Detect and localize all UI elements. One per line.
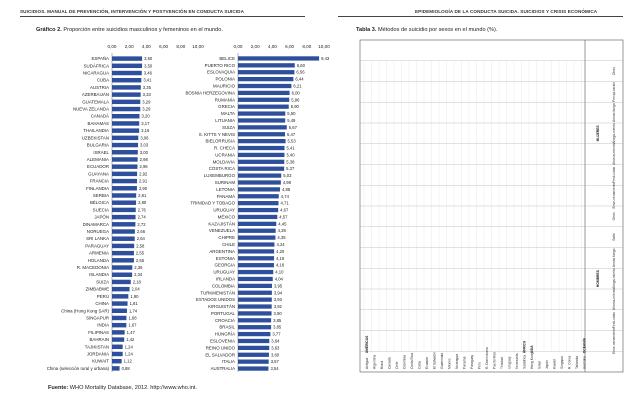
row-label: R. Corea xyxy=(567,355,572,369)
category-label: AUSTRALIA xyxy=(210,366,235,372)
row-label: Brasil xyxy=(379,360,384,369)
bar-value-label: 3,60 xyxy=(270,352,280,358)
bar-value-label: 2,34 xyxy=(134,272,143,278)
category-label: MALTA xyxy=(221,111,235,117)
row-label: Canadá xyxy=(387,357,392,369)
bar-value-label: 6,60 xyxy=(296,62,305,68)
column-header: Enve-nenamiento xyxy=(612,327,616,354)
category-label: BOSNIA HERZEGOVINA xyxy=(185,90,235,96)
x-tick-label: 0,00 xyxy=(233,44,243,49)
bar-value-label: 2,90 xyxy=(138,185,148,191)
bar-value-label: 3,54 xyxy=(270,366,279,372)
bar-value-label: 4,74 xyxy=(280,193,289,199)
bar-value-label: 5,03 xyxy=(283,173,292,179)
category-label: CUBA xyxy=(96,77,109,83)
bar-value-label: 4,67 xyxy=(280,207,289,213)
bar-value-label: 3,90 xyxy=(273,310,282,316)
category-label: CROACIA xyxy=(214,317,235,323)
column-header: Precipi-tación xyxy=(612,81,616,102)
bar-value-label: 9,43 xyxy=(321,55,330,61)
row-label: Colombia xyxy=(402,355,407,369)
bar-value-label: 2,64 xyxy=(136,236,145,242)
bar-value-label: 2,55 xyxy=(135,257,145,263)
category-label: BAHRAIN xyxy=(89,337,109,343)
bar-value-label: 5,40 xyxy=(286,152,295,158)
category-label: FRANCIA xyxy=(89,178,109,184)
region-label: ÁFRICA xyxy=(522,340,527,354)
category-label: BRASIL xyxy=(219,324,235,330)
category-label: AUSTRIA xyxy=(89,84,109,90)
bar-value-label: 2,66 xyxy=(136,229,146,235)
category-label: URUGUAY xyxy=(213,269,235,275)
bar-value-label: 3,06 xyxy=(140,135,149,141)
category-label: UCRANIA xyxy=(215,152,235,158)
category-label: PANAMÁ xyxy=(216,193,235,199)
category-label: SUECIA xyxy=(92,207,109,213)
x-tick-label: 0,00 xyxy=(107,44,117,49)
x-tick-label: 8,00 xyxy=(302,44,312,49)
column-header: Enve-nenamiento xyxy=(612,182,616,209)
bar-value-label: 6,21 xyxy=(293,83,302,89)
category-label: GUATEMALA xyxy=(82,99,109,105)
bar-value-label: 2,91 xyxy=(139,178,148,184)
column-header: Armas fuego xyxy=(612,248,616,268)
x-tick-label: 6,00 xyxy=(159,44,169,49)
x-tick-label: 8,00 xyxy=(176,44,186,49)
figure-title: Proporción entre suicidios masculinos y femeninos en el mundo. xyxy=(63,27,223,33)
bar-value-label: 3,77 xyxy=(272,331,281,337)
x-tick-label: 2,00 xyxy=(250,44,260,49)
category-label: ALEMANIA xyxy=(86,156,109,162)
bar-value-label: 2,55 xyxy=(135,250,145,256)
row-label: El Salvador xyxy=(432,352,437,369)
category-label: SUIZA xyxy=(222,124,235,130)
bar-value-label: 2,98 xyxy=(139,156,148,162)
row-label: Puerto Rico xyxy=(492,351,497,369)
row-label: Guatemala xyxy=(439,352,444,369)
category-label: COSTA RICA xyxy=(208,166,235,172)
bar-value-label: 5,90 xyxy=(290,104,299,110)
category-label: HOLANDA xyxy=(87,257,109,263)
bar-value-label: 3,50 xyxy=(144,56,153,62)
column-header: Ahoga-miento xyxy=(612,268,616,289)
category-label: JORDANIA xyxy=(86,351,109,357)
bar-value-label: 4,38 xyxy=(277,228,286,234)
row-label: Nicaragua xyxy=(454,353,459,369)
bar-value-label: 4,35 xyxy=(277,235,286,241)
category-label: DINAMARCA xyxy=(82,221,109,227)
bar-value-label: 2,36 xyxy=(134,265,143,271)
bar-value-label: 2,58 xyxy=(136,243,145,249)
category-label: ARGENTINA xyxy=(209,248,235,254)
row-label: Singapur xyxy=(559,355,564,369)
bar-value-label: 3,63 xyxy=(271,345,280,351)
category-label: FINLANDIA xyxy=(86,185,109,191)
category-label: LITUANIA xyxy=(215,117,235,123)
bar-value-label: 3,46 xyxy=(143,70,152,76)
category-label: ITALIA xyxy=(221,359,235,365)
category-label: NUEVA ZELANDA xyxy=(72,106,109,112)
bar-value-label: 2,92 xyxy=(139,171,148,177)
bar-value-label: 2,96 xyxy=(139,164,148,170)
category-label: CANADÁ xyxy=(90,113,109,119)
category-label: CHILE xyxy=(222,242,235,248)
bar-value-label: 1,81 xyxy=(129,301,138,307)
category-label: CHINA xyxy=(95,301,109,307)
category-label: KIRGUISTÁN xyxy=(208,304,235,310)
bar-value-label: 1,90 xyxy=(130,293,139,299)
category-label: SURINAM xyxy=(214,179,235,185)
bar-value-label: 4,04 xyxy=(274,276,283,282)
bar-value-label: 4,24 xyxy=(276,242,285,248)
category-label: IRLANDA xyxy=(215,276,235,282)
bar-value-label: 3,57 xyxy=(270,359,279,365)
bar-value-label: 3,35 xyxy=(142,84,151,90)
column-header: Pesti-cidas xyxy=(612,312,616,329)
category-label: R. MACEDONIA xyxy=(76,265,109,271)
x-tick-label: 10,00 xyxy=(318,44,330,49)
category-label: LUXEMBURGO xyxy=(203,173,235,179)
group-label: MUJERES xyxy=(596,125,600,142)
row-label: Israel xyxy=(537,360,542,369)
category-label: ECUADOR xyxy=(87,164,109,170)
bar-value-label: 5,50 xyxy=(287,111,296,117)
row-label: Paraguay xyxy=(469,354,474,369)
bar-value-label: 2,80 xyxy=(138,200,147,206)
bar-value-label: 3,92 xyxy=(273,304,282,310)
category-label: BIELORRUSIA xyxy=(205,138,235,144)
bar-value-label: 4,98 xyxy=(282,179,291,185)
category-label: PERÚ xyxy=(96,293,109,299)
bar-value-label: 3,93 xyxy=(273,297,282,303)
category-label: SINGAPUR xyxy=(86,315,109,321)
category-label: AZERBAIJÁN xyxy=(81,92,109,98)
category-label: SRI LANKA xyxy=(86,236,109,242)
category-label: SUIZA xyxy=(96,279,109,285)
category-label: TURKMENISTÁN xyxy=(200,290,235,296)
category-label: PARAGUAY xyxy=(85,243,109,249)
bar-value-label: 3,03 xyxy=(140,142,149,148)
bar-value-label: 5,67 xyxy=(288,124,297,130)
column-header: Ahoga-miento xyxy=(612,123,616,144)
table-title: Métodos de suicidio por sexos en el mundo (%). xyxy=(377,27,498,33)
category-label: ESTONIA xyxy=(215,255,235,261)
bar-value-label: 3,94 xyxy=(273,290,283,296)
row-label: Costa Rica xyxy=(409,352,414,369)
row-label: R. Dominicana xyxy=(484,347,489,369)
category-label: GUAYANA xyxy=(88,171,109,177)
bar-value-label: 4,18 xyxy=(275,262,285,268)
region-label: OCEANÍA xyxy=(582,338,587,354)
bar-value-label: 4,71 xyxy=(280,200,289,206)
category-label: China (Hong Kong SAR) xyxy=(61,308,109,314)
bar-value-label: 3,95 xyxy=(273,283,283,289)
category-label: GRECIA xyxy=(218,104,235,110)
category-label: KAZAJISTÁN xyxy=(208,221,235,227)
bar-value-label: 3,16 xyxy=(141,128,150,134)
group-label: HOMBRES xyxy=(596,270,600,288)
bar-value-label: 1,47 xyxy=(126,329,135,335)
row-label: Uruguay xyxy=(507,356,512,369)
bar-value-label: 4,19 xyxy=(276,255,285,261)
row-label: Chile xyxy=(394,361,399,369)
category-label: REINO UNIDO xyxy=(205,345,235,351)
category-label: CHIPRE xyxy=(218,235,235,241)
row-label: Ecuador xyxy=(424,356,429,369)
row-label: Hong Kong xyxy=(529,352,534,369)
bar-value-label: 5,49 xyxy=(287,117,296,123)
bar-value-label: 3,29 xyxy=(142,99,151,105)
column-header: Otros xyxy=(612,67,616,76)
category-label: TAJIKISTAN xyxy=(84,344,109,350)
category-label: ISRAEL xyxy=(93,149,109,155)
column-header: Salto xyxy=(612,233,616,241)
row-label: Australia xyxy=(582,356,587,369)
category-label: FILIPINAS xyxy=(88,329,109,335)
category-label: NORUEGA xyxy=(86,229,109,235)
bar-value-label: 6,00 xyxy=(291,90,300,96)
category-label: EL SALVADOR xyxy=(205,352,235,358)
column-header: Pesti-cidas xyxy=(612,166,616,183)
bar-value-label: 2,04 xyxy=(131,286,140,292)
bar-value-label: 0,88 xyxy=(121,365,130,371)
row-label: Venezuela xyxy=(514,353,519,369)
category-label: JAPÓN xyxy=(94,214,109,220)
bar-value-label: 5,41 xyxy=(286,145,295,151)
category-label: URUGUAY xyxy=(213,207,235,213)
category-label: BAHAMAS xyxy=(87,120,109,126)
category-label: LETONIA xyxy=(216,186,235,192)
bar-value-label: 2,18 xyxy=(132,279,141,285)
category-label: INDIA xyxy=(97,322,109,328)
bar-value-label: 4,10 xyxy=(275,269,284,275)
x-tick-label: 2,00 xyxy=(124,44,134,49)
row-label: Trinidad xyxy=(499,357,504,369)
bar-value-label: 1,67 xyxy=(128,322,137,328)
category-label: RUMANÍA xyxy=(214,97,235,103)
category-label: UZBEKISTAN xyxy=(81,135,109,141)
row-label: Argentina xyxy=(372,354,377,369)
category-label: POLONIA xyxy=(215,76,235,82)
category-label: PORTUGAL xyxy=(210,310,235,316)
row-label: Japón xyxy=(544,360,549,369)
category-label: GEORGIA xyxy=(214,262,235,268)
x-tick-label: 10,00 xyxy=(192,44,204,49)
x-tick-label: 4,00 xyxy=(267,44,277,49)
bar-value-label: 5,37 xyxy=(286,166,295,172)
category-label: PUERTO RICO xyxy=(204,62,235,68)
row-label: Perú xyxy=(477,362,482,369)
column-header: Otros xyxy=(612,212,616,221)
bar-value-label: 3,00 xyxy=(139,149,148,155)
category-label: VENEZUELA xyxy=(208,228,235,234)
bar-value-label: 3,33 xyxy=(142,92,151,98)
category-label: BULGARIA xyxy=(86,142,109,148)
category-label: ESPAÑA xyxy=(91,56,109,62)
bar-value-label: 5,96 xyxy=(291,97,300,103)
category-label: MÉXICO xyxy=(217,214,235,220)
table-label: Tabla 3. xyxy=(356,27,377,33)
row-label: México xyxy=(447,358,452,369)
bar-value-label: 2,81 xyxy=(138,192,147,198)
category-label: KUWAIT xyxy=(92,358,109,364)
category-label: TRINIDAD Y TOBAGO xyxy=(190,200,235,206)
category-label: NICARAGUA xyxy=(82,70,109,76)
bar-value-label: 6,44 xyxy=(295,76,304,82)
bar-value-label: 1,42 xyxy=(126,337,135,343)
figure-label: Gráfico 2. xyxy=(36,27,62,33)
running-header-left: SUICIDIOS. MANUAL DE PREVENCIÓN, INTERVENCIÓN Y POSTVENCIÓN EN CONDUCTA SUICIDA xyxy=(20,9,244,14)
category-label: ARMENIA xyxy=(88,250,109,256)
row-label: Antigua xyxy=(364,357,369,369)
category-label: ISLANDIA xyxy=(88,272,109,278)
bar-value-label: 1,12 xyxy=(123,358,132,364)
column-header: Armas fuego xyxy=(612,103,616,122)
source-label: Fuente: xyxy=(48,385,69,391)
bar-value-label: 4,57 xyxy=(279,214,288,220)
bar-value-label: 3,20 xyxy=(141,113,150,119)
category-label: China (selección rural y urbana) xyxy=(46,365,109,371)
bar-value-label: 1,74 xyxy=(128,308,138,314)
bar-value-label: 3,85 xyxy=(273,317,282,323)
column-header: Ahorca-miento xyxy=(612,143,616,165)
category-label: ESLOVENIA xyxy=(210,338,235,344)
bar-value-label: 5,53 xyxy=(287,138,296,144)
x-tick-label: 6,00 xyxy=(285,44,295,49)
bar-value-label: 4,20 xyxy=(276,248,285,254)
row-label: Sudáfrica xyxy=(522,355,527,369)
row-label: Kuwait xyxy=(552,359,557,369)
category-label: ESLOVAQUIA xyxy=(207,69,235,75)
bar-value-label: 6,56 xyxy=(296,69,305,75)
bar-value-label: 2,76 xyxy=(137,207,146,213)
source-text: WHO Mortality Database, 2012. http://www.who.int. xyxy=(69,385,197,391)
bar-value-label: 1,24 xyxy=(124,351,133,357)
row-label: Panamá xyxy=(462,356,467,369)
bar-value-label: 5,38 xyxy=(286,159,295,165)
category-label: SUDÁFRICA xyxy=(83,63,109,69)
category-label: ZIMBABWE xyxy=(85,286,109,292)
category-label: SERBIA xyxy=(92,192,109,198)
bar-value-label: 3,41 xyxy=(143,77,152,83)
column-header: Ahorca-miento xyxy=(612,288,616,311)
row-label: Tailandia xyxy=(574,355,579,369)
bar-value-label: 2,72 xyxy=(137,221,146,227)
bar-value-label: 3,17 xyxy=(141,120,150,126)
bar-value-label: 3,64 xyxy=(271,338,280,344)
region-label: AMÉRICAS xyxy=(364,335,369,354)
bar-value-label: 2,74 xyxy=(137,214,146,220)
bar-value-label: 4,45 xyxy=(278,221,287,227)
category-label: THAILANDIA xyxy=(83,128,109,134)
category-label: HUNGRÍA xyxy=(214,331,235,337)
category-label: BÉLGICA xyxy=(89,200,109,206)
table-body xyxy=(360,40,623,372)
bar-value-label: 3,50 xyxy=(144,63,153,69)
bar-value-label: 3,29 xyxy=(142,106,151,112)
x-tick-label: 4,00 xyxy=(141,44,151,49)
category-label: BELICE xyxy=(219,55,235,61)
category-label: ESTADOS UNIDOS xyxy=(196,297,235,303)
bar-value-label: 1,68 xyxy=(128,315,137,321)
bar-value-label: 1,24 xyxy=(124,344,133,350)
bar-value-label: 4,88 xyxy=(281,186,291,192)
category-label: MAURICIO xyxy=(213,83,235,89)
category-label: COLOMBIA xyxy=(211,283,235,289)
category-label: MOLDAVIA xyxy=(212,159,235,165)
row-label: Cuba xyxy=(417,361,422,369)
category-label: S. KITTS Y NEVIS xyxy=(198,131,235,137)
bar-value-label: 5,47 xyxy=(287,131,296,137)
running-header-right: EPIDEMIOLOGÍA DE LA CONDUCTA SUICIDA. SUICIDIOS Y CRISIS ECONÓMICA xyxy=(415,9,598,14)
region-label: ASIA xyxy=(529,345,534,354)
category-label: R. CHECA xyxy=(214,145,235,151)
bar-value-label: 3,85 xyxy=(273,324,282,330)
